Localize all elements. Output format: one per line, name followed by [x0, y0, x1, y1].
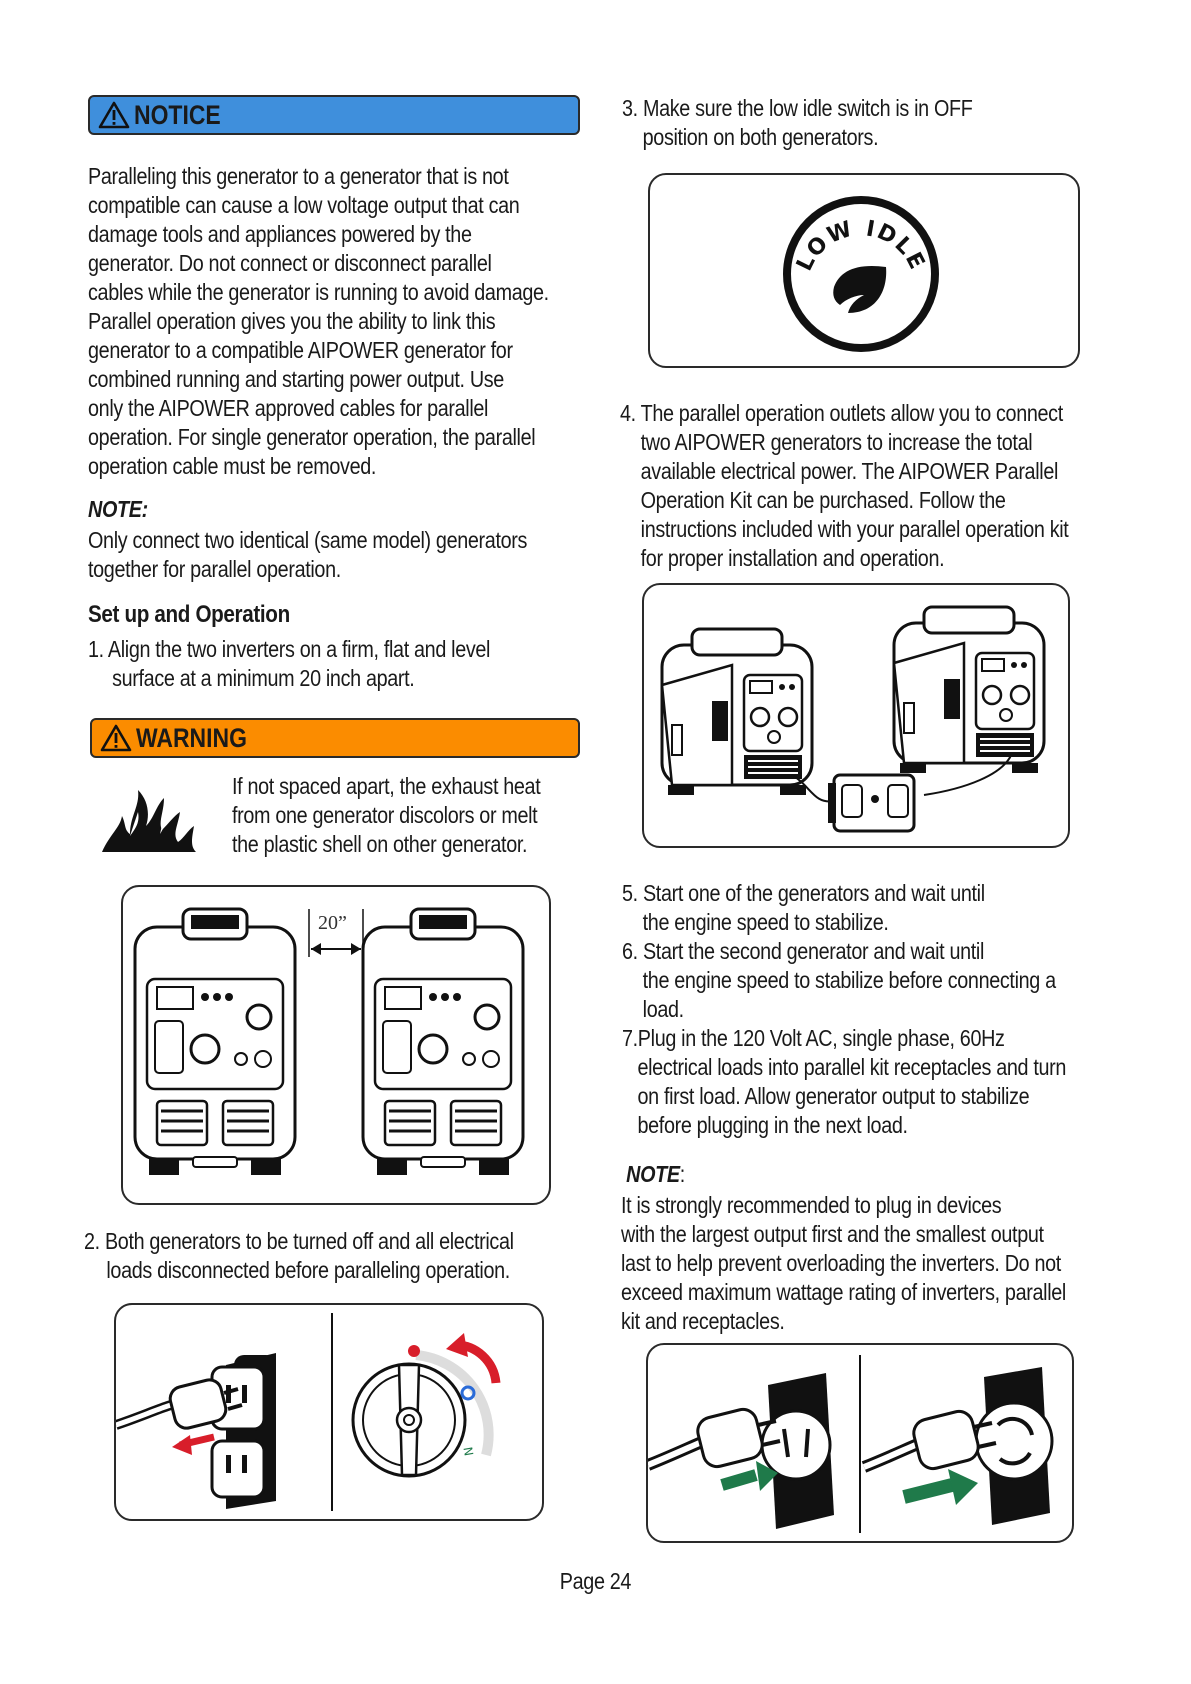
notice-line: operation. For single generator operation, the parallel — [88, 424, 536, 450]
notice-line: operation cable must be removed. — [88, 453, 377, 479]
step-3-line: 3. Make sure the low idle switch is in OFF — [622, 95, 973, 121]
step-3-line: position on both generators. — [642, 124, 879, 150]
note-2-line: It is strongly recommended to plug in devices — [621, 1192, 1002, 1218]
notice-line: generator. Do not connect or disconnect parallel — [88, 250, 492, 276]
note-label: NOTE: — [88, 496, 148, 522]
parallel-kit-illustration — [642, 583, 1070, 848]
section-heading: Set up and Operation — [88, 601, 290, 628]
warning-line: from one generator discolors or melt — [232, 802, 538, 828]
step-4-line: for proper installation and operation. — [640, 545, 945, 571]
notice-line: Parallel operation gives you the ability to link this — [88, 308, 496, 334]
svg-text:N: N — [460, 1445, 476, 1458]
warning-label: WARNING — [136, 722, 247, 753]
note-2-line: with the largest output first and the smallest output — [621, 1221, 1044, 1247]
step-1-line: 1. Align the two inverters on a firm, flat and level — [88, 636, 491, 662]
notice-banner — [88, 95, 580, 135]
step-7-line: 7.Plug in the 120 Volt AC, single phase, 60Hz — [622, 1025, 1005, 1051]
note-line: together for parallel operation. — [88, 556, 341, 582]
low-idle-label: LOW IDLE — [792, 216, 930, 276]
step-6-line: the engine speed to stabilize before connecting a — [642, 967, 1056, 993]
notice-line: combined running and starting power output. Use — [88, 366, 504, 392]
setup-section — [88, 600, 588, 693]
fire-icon — [100, 776, 200, 854]
note-line: Only connect two identical (same model) generators — [88, 527, 528, 553]
step-4-line: two AIPOWER generators to increase the total — [640, 429, 1033, 455]
notice-line: only the AIPOWER approved cables for parallel — [88, 395, 489, 421]
step-2 — [84, 1227, 594, 1285]
notice-line: cables while the generator is running to avoid damage. — [88, 279, 549, 305]
page-number-text: Page 24 — [559, 1568, 632, 1594]
note-2-heading — [621, 1160, 1135, 1189]
notice-line: damage tools and appliances powered by the — [88, 221, 472, 247]
step-2-line: 2. Both generators to be turned off and all electrical — [84, 1228, 514, 1254]
step-3 — [622, 94, 1122, 152]
step-4-line: available electrical power. The AIPOWER Parallel — [640, 458, 1059, 484]
note-2-line: kit and receptacles. — [621, 1308, 785, 1334]
step-5-line: 5. Start one of the generators and wait until — [622, 880, 985, 906]
step-5 — [622, 879, 1132, 937]
step-5-line: the engine speed to stabilize. — [642, 909, 889, 935]
spacing-label: 20” — [318, 912, 347, 934]
step-6 — [622, 937, 1132, 1024]
unplug-and-switch-illustration — [114, 1303, 544, 1521]
step-4 — [620, 399, 1130, 573]
warning-triangle-icon — [100, 724, 132, 752]
warning-line: the plastic shell on other generator. — [232, 831, 528, 857]
notice-text — [88, 162, 588, 481]
step-4-line: 4. The parallel operation outlets allow you to connect — [620, 400, 1063, 426]
step-7-line: on first load. Allow generator output to stabilize — [637, 1083, 1030, 1109]
step-1-line: surface at a minimum 20 inch apart. — [112, 665, 415, 691]
notice-line: compatible can cause a low voltage output that can — [88, 192, 520, 218]
plug-in-illustration — [646, 1343, 1074, 1543]
warning-text — [232, 772, 572, 859]
step-6-line: load. — [642, 996, 684, 1022]
low-idle-switch-illustration — [648, 173, 1080, 368]
step-4-line: Operation Kit can be purchased. Follow the — [640, 487, 1006, 513]
note-2-block — [621, 1160, 1131, 1336]
step-7 — [622, 1024, 1132, 1140]
step-2-line: loads disconnected before paralleling operation. — [106, 1257, 510, 1283]
notice-line: generator to a compatible AIPOWER generator for — [88, 337, 513, 363]
page-number — [0, 1567, 1191, 1596]
note-2-label: NOTE — [626, 1161, 680, 1187]
step-6-line: 6. Start the second generator and wait until — [622, 938, 985, 964]
notice-label: NOTICE — [134, 99, 221, 130]
warning-banner — [90, 718, 580, 758]
warning-triangle-icon — [98, 101, 130, 129]
generator-spacing-illustration — [121, 885, 551, 1205]
notice-line: Paralleling this generator to a generator that is not — [88, 163, 509, 189]
note-2-line: exceed maximum wattage rating of inverters, parallel — [621, 1279, 1066, 1305]
step-7-line: before plugging in the next load. — [637, 1112, 908, 1138]
step-7-line: electrical loads into parallel kit receptacles and turn — [637, 1054, 1067, 1080]
step-4-line: instructions included with your parallel operation kit — [640, 516, 1069, 542]
note-block — [88, 495, 588, 584]
warning-line: If not spaced apart, the exhaust heat — [232, 773, 541, 799]
note-2-colon: : — [679, 1161, 685, 1187]
note-2-line: last to help prevent overloading the inverters. Do not — [621, 1250, 1061, 1276]
